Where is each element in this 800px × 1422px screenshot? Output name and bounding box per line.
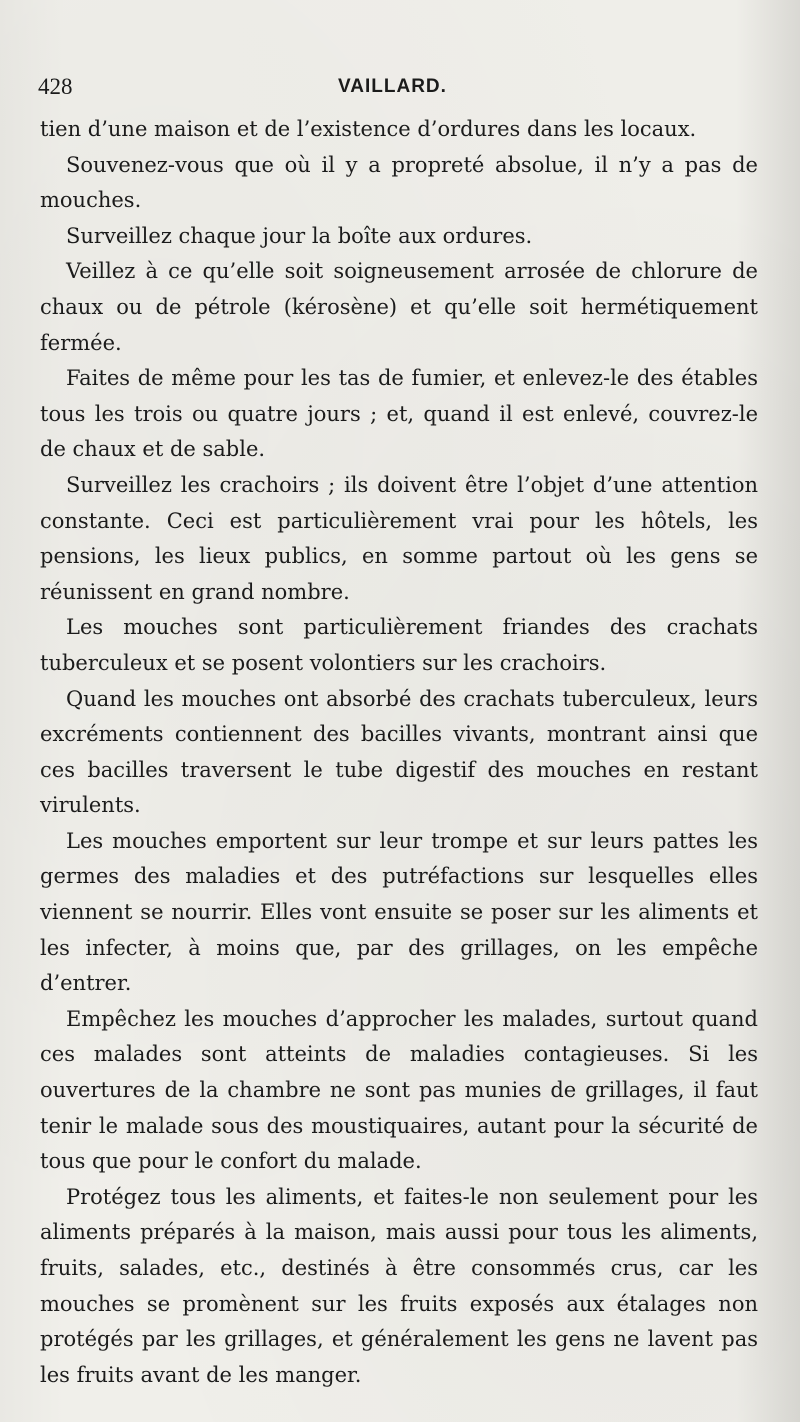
paragraph-chlorure: Veillez à ce qu’elle soit soigneusement arrosée de chlorure de chaux ou de pétrole (kérosène) et qu’elle soit hermétiquement fermée. <box>40 259 758 355</box>
paragraph-crachats: Les mouches sont particulièrement friandes des crachats tuberculeux et se posent volontiers sur les crachoirs. <box>40 615 758 675</box>
paragraph-proprete: Souvenez-vous que où il y a propreté absolue, il n’y a pas de mouches. <box>40 152 758 213</box>
paragraph-continuation: tien d’une maison et de l’existence d’ordures dans les locaux. <box>40 117 697 141</box>
page-number: 428 <box>38 74 73 99</box>
page-header <box>38 70 738 106</box>
paragraph-aliments: Protégez tous les aliments, et faites-le non seulement pour les aliments préparés à la maison, mais aussi pour tous les aliments, fruits, salades, etc., destinés à être consommés crus, car les mouches se promènent sur les fruits exposés aux étalages non protégés par les grillages, et généralement les gens ne lavent pas les fruits avant de les manger. <box>40 1184 758 1387</box>
paragraph-bacilles: Quand les mouches ont absorbé des crachats tuberculeux, leurs excréments contiennent des bacilles vivants, montrant ainsi que ces bacilles traversent le tube digestif des mouches en restant virulents. <box>40 686 758 818</box>
paragraph-boite-ordures: Surveillez chaque jour la boîte aux ordures. <box>66 223 533 248</box>
body-text <box>40 112 758 1393</box>
paragraph-germes: Les mouches emportent sur leur trompe et sur leurs pattes les germes des maladies et des putréfactions sur lesquelles elles viennent se nourrir. Elles vont ensuite se poser sur les aliments et les infecter, à moins que, par des grillages, on les empêche d’entrer. <box>40 828 758 996</box>
running-head: VAILLARD. <box>338 76 447 97</box>
paragraph-crachoirs: Surveillez les crachoirs ; ils doivent être l’objet d’une attention constante. Ceci est particulièrement vrai pour les hôtels, les pensions, les lieux publics, en somme partout où les gens se réunissent en grand nombre. <box>40 472 758 604</box>
paragraph-fumier: Faites de même pour les tas de fumier, et enlevez-le des étables tous les trois ou quatre jours ; et, quand il est enlevé, couvrez-le de chaux et de sable. <box>40 366 758 462</box>
paragraph-malades: Empêchez les mouches d’approcher les malades, surtout quand ces malades sont atteints de maladies contagieuses. Si les ouvertures de la chambre ne sont pas munies de grillages, il faut tenir le malade sous des moustiquaires, autant pour la sécurité de tous que pour le confort du malade. <box>40 1006 758 1174</box>
